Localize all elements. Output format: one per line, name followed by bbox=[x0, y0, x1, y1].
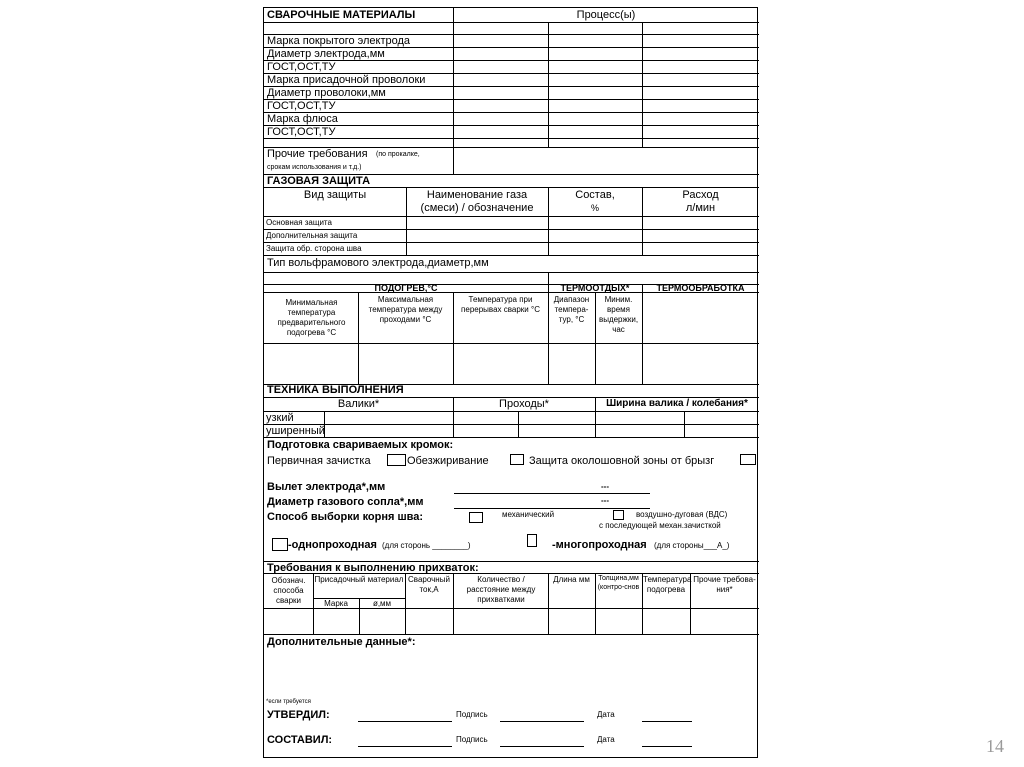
page-number: 14 bbox=[986, 736, 1004, 756]
degreasing-checkbox[interactable] bbox=[510, 454, 524, 465]
arc-air-checkbox[interactable] bbox=[613, 510, 624, 520]
arc-air-label: воздушно-дуговая (ВДС) bbox=[636, 510, 728, 519]
tack-title: Требования к выполнению прихваток: bbox=[267, 562, 479, 574]
technique-col-width: Ширина валика / колебания* bbox=[606, 398, 748, 409]
rule bbox=[264, 60, 759, 61]
other-requirements-label: Прочие требования bbox=[267, 148, 368, 160]
compiled-signature-line[interactable] bbox=[500, 746, 584, 747]
rule bbox=[642, 22, 643, 148]
approved-signature-label: Подпись bbox=[456, 710, 488, 719]
materials-row-label: Марка покрытого электрода bbox=[267, 35, 411, 47]
rule bbox=[453, 292, 454, 384]
rule bbox=[684, 411, 685, 437]
gas-col-type: Вид защиты bbox=[303, 189, 367, 201]
technique-row-label: узкий bbox=[266, 412, 294, 424]
gas-col-flow: л/мин bbox=[685, 202, 716, 214]
rule bbox=[264, 255, 759, 256]
materials-title: СВАРОЧНЫЕ МАТЕРИАЛЫ bbox=[267, 9, 416, 21]
compiled-date-label: Дата bbox=[597, 735, 615, 744]
approved-date-label: Дата bbox=[597, 710, 615, 719]
heat-col-break-temp: Температура при перерывах сварки °С bbox=[461, 295, 540, 314]
rule bbox=[264, 99, 759, 100]
prep-title: Подготовка свариваемых кромок: bbox=[267, 439, 454, 451]
other-requirements-note: срокам использования и т.д.) bbox=[267, 164, 362, 171]
tack-col-method: Обознач. способа сварки bbox=[271, 576, 306, 605]
tack-col-filler-diameter: ø,мм bbox=[372, 599, 392, 608]
tack-col-current: Сварочный ток,А bbox=[408, 575, 450, 594]
degreasing-label: Обезжиривание bbox=[407, 455, 489, 467]
treatment-title: ТЕРМООБРАБОТКА bbox=[656, 283, 745, 293]
materials-row-label: Диаметр проволоки,мм bbox=[267, 87, 386, 99]
gas-row-label: Защита обр. сторона шва bbox=[266, 244, 362, 253]
heat-col-max-interpass: Максимальная температура между проходами °С bbox=[368, 295, 443, 324]
process-header: Процесс(ы) bbox=[576, 9, 636, 21]
materials-row-label: ГОСТ,ОСТ,ТУ bbox=[267, 61, 336, 73]
mechanical-checkbox[interactable] bbox=[469, 512, 483, 523]
single-pass-checkbox[interactable] bbox=[272, 538, 288, 551]
gas-col-name: (смеси) / обозначение bbox=[420, 202, 534, 214]
spatter-protection-label: Защита околошовной зоны от брызг bbox=[529, 455, 715, 467]
compiled-signature-label: Подпись bbox=[456, 735, 488, 744]
single-pass-side: (для сторонь ________) bbox=[382, 541, 471, 550]
heat-col-min-preheat: Минимальная температура предварительного подогрева °С bbox=[277, 298, 346, 337]
heat-col-hold-time: Миним. время выдержки, час bbox=[598, 295, 639, 334]
materials-row-label: ГОСТ,ОСТ,ТУ bbox=[267, 100, 336, 112]
technique-col-beads: Валики* bbox=[337, 398, 380, 410]
multi-pass-label: -многопроходная bbox=[552, 539, 647, 551]
technique-title: ТЕХНИКА ВЫПОЛНЕНИЯ bbox=[267, 384, 404, 396]
primary-cleaning-label: Первичная зачистка bbox=[267, 455, 371, 467]
stickout-value: --- bbox=[601, 482, 609, 491]
materials-row-label: Марка флюса bbox=[267, 113, 338, 125]
mechanical-label: механический bbox=[502, 510, 555, 519]
approved-signature-line[interactable] bbox=[500, 721, 584, 722]
tungsten-electrode-label: Тип вольфрамового электрода,диаметр,мм bbox=[267, 257, 489, 269]
rule bbox=[264, 22, 759, 23]
rule bbox=[642, 284, 643, 384]
approved-name-line[interactable] bbox=[358, 721, 452, 722]
gas-col-flow: Расход bbox=[682, 189, 719, 201]
rule bbox=[264, 216, 759, 217]
gas-col-composition: Состав, bbox=[575, 189, 615, 201]
tack-col-quantity: Количество / расстояние между прихватками bbox=[466, 575, 536, 604]
approved-date-line[interactable] bbox=[642, 721, 692, 722]
gas-col-composition: % bbox=[590, 203, 599, 213]
root-gouging-label: Способ выборки корня шва: bbox=[267, 511, 424, 523]
footnote: *если требуется bbox=[266, 699, 311, 705]
rule bbox=[358, 292, 359, 384]
rule bbox=[264, 608, 759, 609]
rule bbox=[264, 272, 759, 273]
compiled-label: СОСТАВИЛ: bbox=[267, 734, 333, 746]
gas-title: ГАЗОВАЯ ЗАЩИТА bbox=[267, 175, 371, 187]
nozzle-label: Диаметр газового сопла*,мм bbox=[267, 496, 424, 508]
tack-col-thickness: Толщина,мм (контро-снов bbox=[597, 575, 640, 591]
tack-col-filler-brand: Марка bbox=[324, 599, 348, 608]
multi-pass-checkbox[interactable] bbox=[527, 534, 537, 547]
materials-row-label: Диаметр электрода,мм bbox=[267, 48, 385, 60]
rule bbox=[264, 242, 759, 243]
rule bbox=[264, 112, 759, 113]
compiled-date-line[interactable] bbox=[642, 746, 692, 747]
rule bbox=[264, 229, 759, 230]
nozzle-value: --- bbox=[601, 496, 609, 505]
nozzle-value-line[interactable] bbox=[454, 508, 650, 509]
tack-col-filler: Присадочный материал bbox=[314, 575, 404, 584]
materials-row-label: ГОСТ,ОСТ,ТУ bbox=[267, 126, 336, 138]
approved-label: УТВЕРДИЛ: bbox=[267, 709, 330, 721]
materials-row-label: Марка присадочной проволоки bbox=[267, 74, 426, 86]
rule bbox=[264, 125, 759, 126]
rule bbox=[264, 343, 759, 344]
rule bbox=[453, 8, 454, 174]
spatter-protection-checkbox[interactable] bbox=[740, 454, 756, 465]
compiled-name-line[interactable] bbox=[358, 746, 452, 747]
preheat-title: ПОДОГРЕВ,°С bbox=[374, 283, 438, 293]
tack-col-temperature: Температура подогрева bbox=[643, 575, 692, 594]
technique-col-passes: Проходы* bbox=[499, 398, 549, 410]
tack-col-length: Длина мм bbox=[553, 575, 590, 584]
gas-col-name: Наименование газа bbox=[426, 189, 528, 201]
single-pass-label: -однопроходная bbox=[288, 539, 377, 551]
rule bbox=[264, 187, 759, 188]
rule bbox=[518, 411, 519, 437]
arc-air-note: с последующей механ.зачисткой bbox=[599, 521, 721, 530]
gas-row-label: Основная защита bbox=[266, 218, 332, 227]
rule bbox=[264, 634, 759, 635]
heat-col-range: Диапазон темпера-тур, °С bbox=[553, 295, 590, 324]
tack-col-other: Прочие требова-ния* bbox=[693, 575, 756, 594]
welding-procedure-form bbox=[263, 7, 758, 758]
technique-row-label: уширенный bbox=[266, 425, 325, 437]
rule bbox=[453, 573, 454, 634]
rule bbox=[264, 437, 759, 438]
stickout-value-line[interactable] bbox=[454, 493, 650, 494]
multi-pass-side: (для стороны___А_) bbox=[654, 541, 730, 550]
other-requirements-note: (по прокалке, bbox=[376, 151, 420, 158]
stickout-label: Вылет электрода*,мм bbox=[267, 481, 386, 493]
rule bbox=[264, 138, 759, 139]
primary-cleaning-checkbox[interactable] bbox=[387, 454, 406, 466]
additional-title: Дополнительные данные*: bbox=[267, 636, 416, 648]
rest-title: ТЕРМООТДЫХ* bbox=[560, 283, 630, 293]
rule bbox=[548, 22, 549, 148]
gas-row-label: Дополнительная защита bbox=[266, 231, 358, 240]
